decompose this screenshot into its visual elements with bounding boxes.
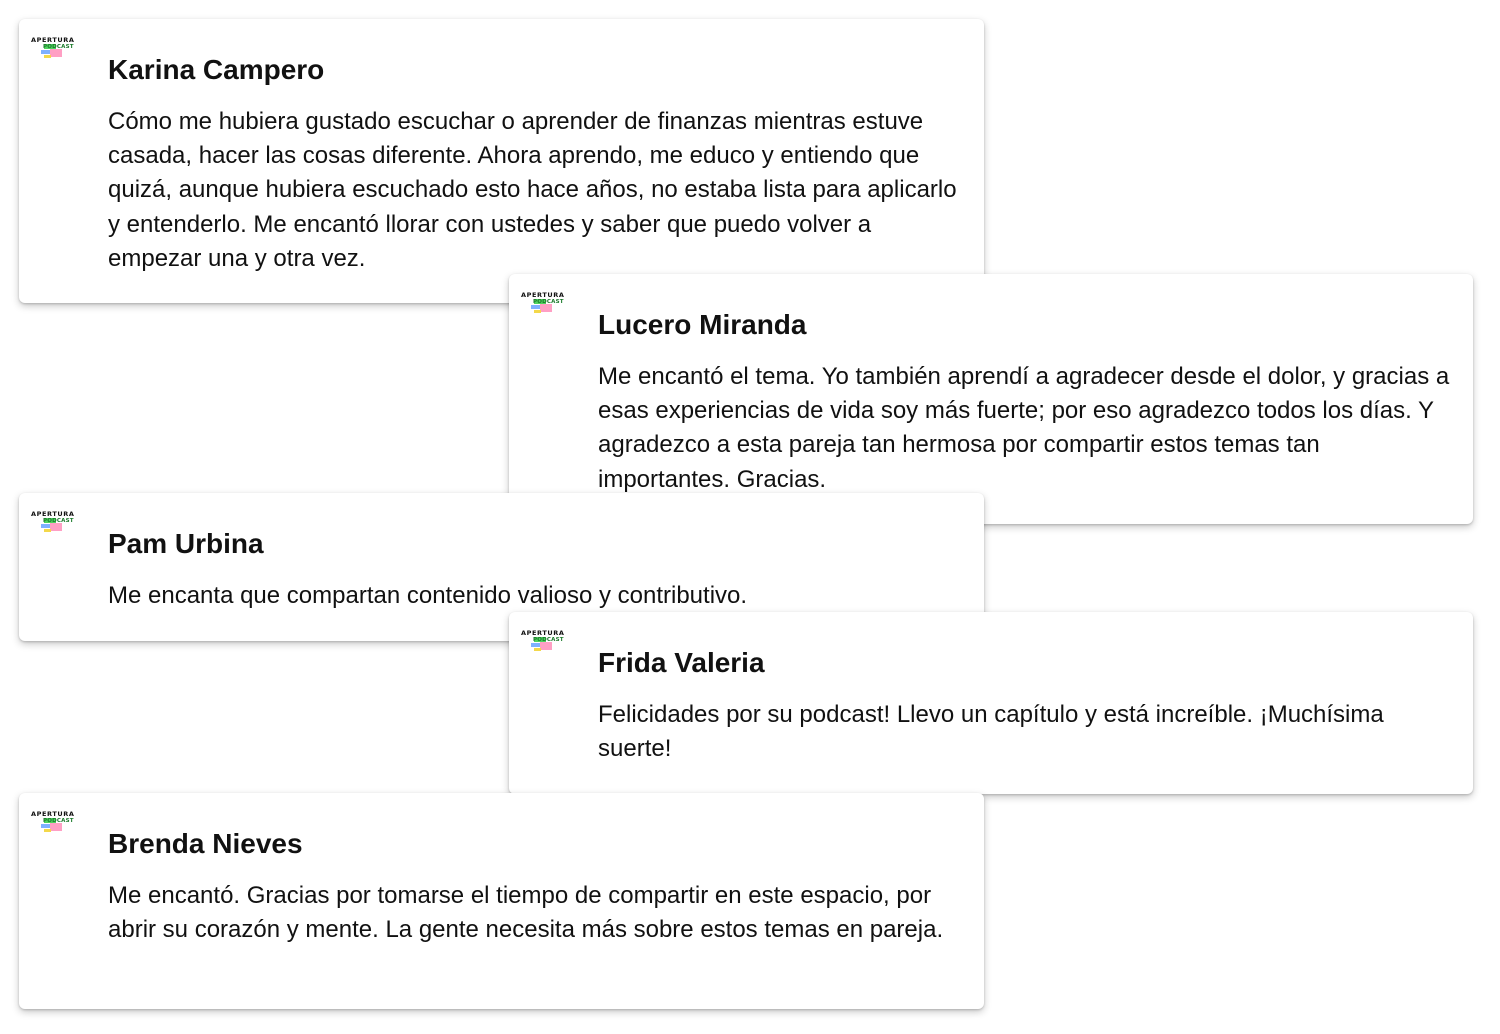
testimonial-text: Me encanta que compartan contenido valioso y contributivo. [108,582,748,609]
testimonial-card [19,19,984,303]
logo-subword: PODCAST [533,637,564,643]
apertura-podcast-logo [521,291,565,317]
testimonial-card [509,274,1473,524]
testimonial-card [509,612,1473,794]
reviewer-name: Lucero Miranda [598,309,807,340]
logo-subword: PODCAST [43,818,74,824]
reviewer-name: Karina Campero [108,54,325,85]
reviewer-name: Frida Valeria [598,647,765,678]
testimonial-text: Felicidades por su podcast! Llevo un capítulo y está increíble. ¡Muchísima suerte! [598,701,1384,763]
testimonial-text: Me encantó. Gracias por tomarse el tiempo de compartir en este espacio, por abrir su corazón y mente. La gente necesita más sobre estos temas en pareja. [108,882,944,944]
logo-wordmark: APERTURA [31,36,75,44]
testimonial-text: Me encantó el tema. Yo también aprendí a agradecer desde el dolor, y gracias a esas experiencias de vida soy más fuerte; por eso agradezco todos los días. Y agradezco a esta pareja tan hermosa por compartir estos temas tan importantes. Gracias. [598,363,1450,493]
logo-wordmark: APERTURA [31,510,75,518]
testimonial-text: Cómo me hubiera gustado escuchar o aprender de finanzas mientras estuve casada, hacer las cosas diferente. Ahora aprendo, me educo y entiendo que quizá, aunque hubiera escuchado esto hace años, no estaba lista para aplicarlo y entenderlo. Me encantó llorar con ustedes y saber que puedo volver a empezar una y otra vez. [108,108,957,272]
logo-artwork [41,818,74,834]
logo-subword: PODCAST [43,44,74,50]
apertura-podcast-logo [31,810,75,836]
apertura-podcast-logo [521,629,565,655]
apertura-podcast-logo [31,36,75,62]
logo-wordmark: APERTURA [521,291,565,299]
logo-artwork [531,299,564,315]
reviewer-name: Pam Urbina [108,528,264,559]
logo-wordmark: APERTURA [521,629,565,637]
logo-subword: PODCAST [533,299,564,305]
logo-artwork [531,637,564,653]
logo-artwork [41,518,74,534]
logo-wordmark: APERTURA [31,810,75,818]
apertura-podcast-logo [31,510,75,536]
reviewer-name: Brenda Nieves [108,828,303,859]
logo-subword: PODCAST [43,518,74,524]
testimonial-card [19,793,984,1009]
logo-artwork [41,44,74,60]
